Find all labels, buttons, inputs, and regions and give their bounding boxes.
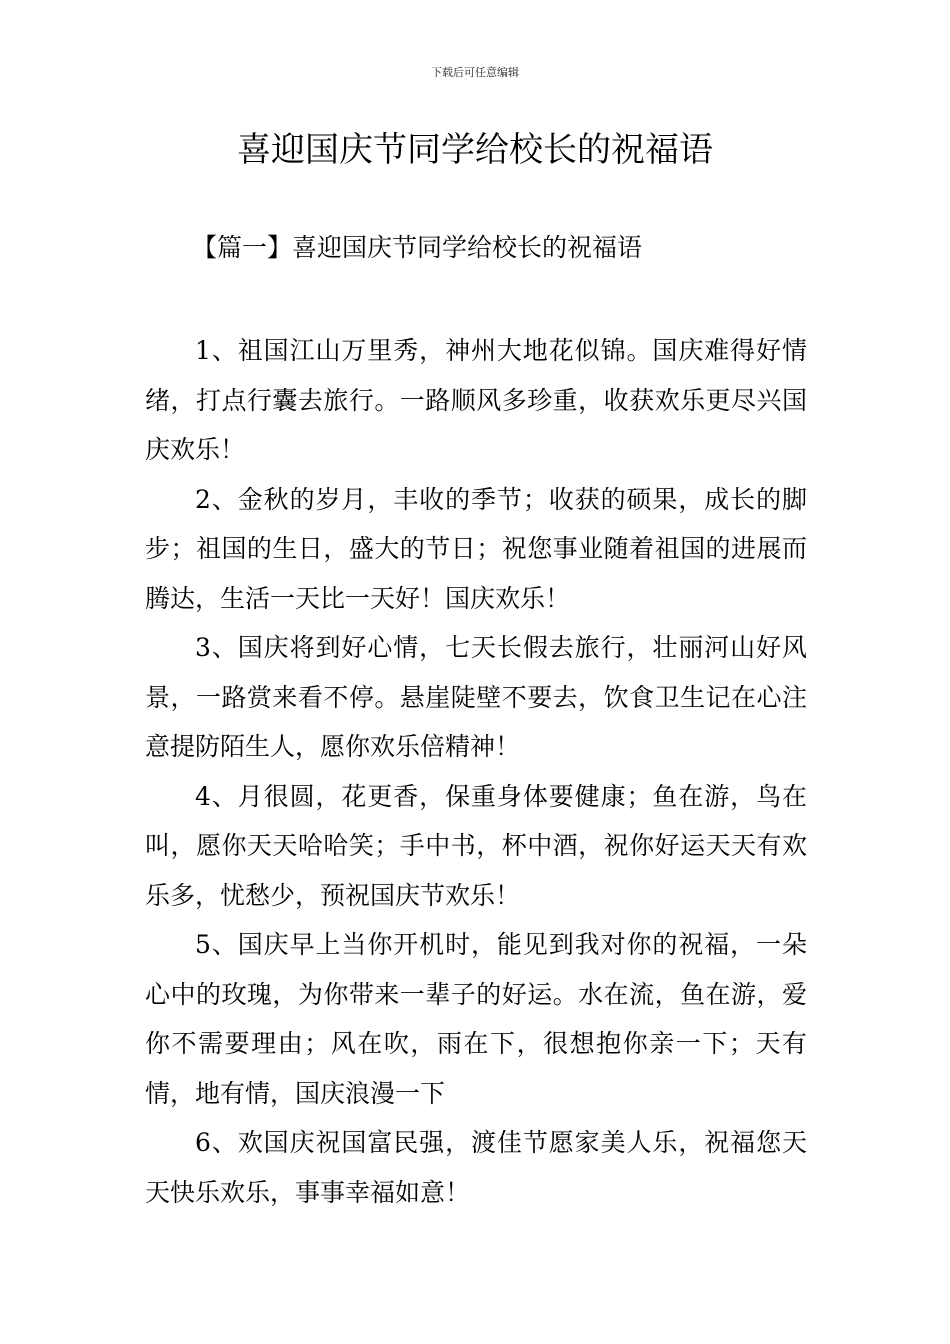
paragraph-6: 6、欢国庆祝国富民强，渡佳节愿家美人乐，祝福您天天快乐欢乐，事事幸福如意！ (145, 1128, 807, 1207)
paragraph-4: 4、月很圆，花更香，保重身体要健康；鱼在游，鸟在叫，愿你天天哈哈笑；手中书，杯中酒，祝你好运天天有欢乐多，忧愁少，预祝国庆节欢乐！ (145, 781, 807, 910)
document-title: 喜迎国庆节同学给校长的祝福语 (237, 130, 713, 170)
document-body (145, 326, 807, 1217)
header-note: 下载后可任意编辑 (431, 66, 519, 79)
paragraph-1: 1、祖国江山万里秀，神州大地花似锦。国庆难得好情绪，打点行囊去旅行。一路顺风多珍重，收获欢乐更尽兴国庆欢乐！ (145, 336, 807, 464)
paragraph-3: 3、国庆将到好心情，七天长假去旅行，壮丽河山好风景，一路赏来看不停。悬崖陡壁不要去，饮食卫生记在心注意提防陌生人，愿你欢乐倍精神！ (145, 633, 807, 761)
section-heading: 【篇一】喜迎国庆节同学给校长的祝福语 (192, 233, 643, 262)
paragraph-2: 2、金秋的岁月，丰收的季节；收获的硕果，成长的脚步；祖国的生日，盛大的节日；祝您事业随着祖国的进展而腾达，生活一天比一天好！国庆欢乐！ (145, 484, 807, 613)
paragraph-5: 5、国庆早上当你开机时，能见到我对你的祝福，一朵心中的玫瑰，为你带来一辈子的好运。水在流，鱼在游，爱你不需要理由；风在吹，雨在下，很想抱你亲一下；天有情，地有情，国庆浪漫一下 (145, 930, 807, 1108)
